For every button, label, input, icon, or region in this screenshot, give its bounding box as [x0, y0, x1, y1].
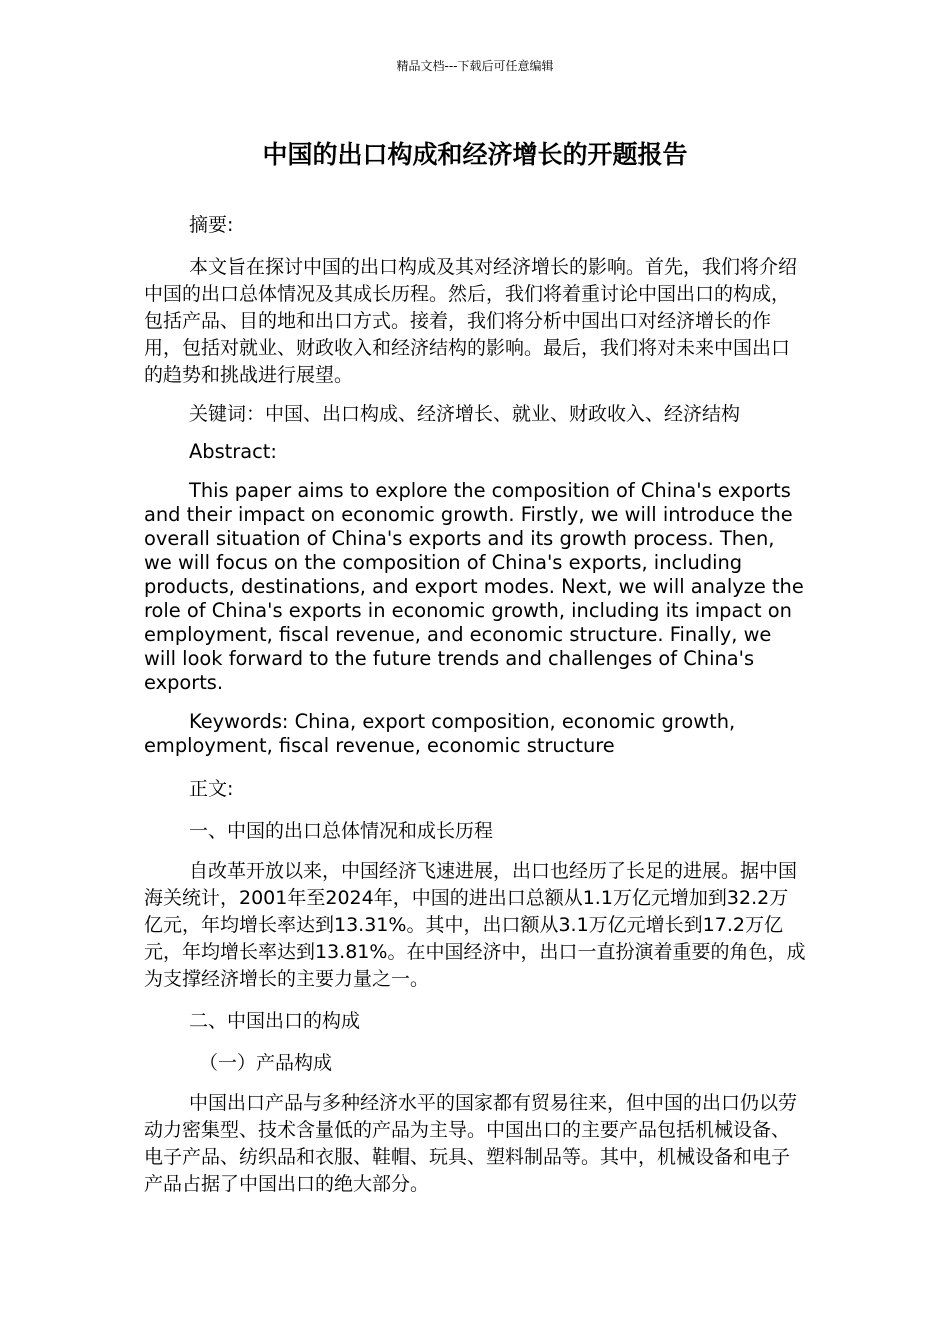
section1-paragraph: 自改革开放以来，中国经济飞速进展，出口也经历了长足的进展。据中国海关统计，2001年至2024年，中国的进出口总额从1.1万亿元增加到32.2万亿元，年均增长率达到13.31%。其中，出口额从3.1万亿元增长到17.2万亿元，年均增长率达到13.81%。在中国经济中，出口一直扮演着重要的角色，成为支撑经济增长的主要力量之一。 [144, 860, 806, 990]
page-header-note: 精品文档---下载后可任意编辑 [396, 59, 554, 73]
abstract-en-paragraph: This paper aims to explore the composition of China's exports and their impact on economic growth. Firstly, we will introduce the overall situation of China's exports and its growth process. Then, we will focus on the composition of China's exports, including products, destinations, and export modes. Next, we will analyze the role of China's exports in economic growth, including its impact on employment, fiscal revenue, and economic structure. Finally, we will look forward to the future trends and challenges of China's exports. [144, 479, 804, 694]
section2-subheading-products: （一）产品构成 [199, 1052, 333, 1074]
abstract-en-label: Abstract: [189, 440, 277, 463]
body-label: 正文: [189, 778, 234, 800]
document-title: 中国的出口构成和经济增长的开题报告 [262, 140, 688, 169]
section2-heading: 二、中国出口的构成 [189, 1010, 361, 1032]
keywords-en: Keywords: China, export composition, economic growth, employment, fiscal revenue, economic structure [144, 710, 736, 757]
keywords-cn: 关键词：中国、出口构成、经济增长、就业、财政收入、经济结构 [189, 403, 741, 425]
document-body [144, 212, 806, 1198]
section1-heading: 一、中国的出口总体情况和成长历程 [189, 820, 494, 842]
section2-products-paragraph: 中国出口产品与多种经济水平的国家都有贸易往来，但中国的出口仍以劳动力密集型、技术含量低的产品为主导。中国出口的主要产品包括机械设备、电子产品、纺织品和衣服、鞋帽、玩具、塑料制品等。其中，机械设备和电子产品占据了中国出口的绝大部分。 [144, 1092, 798, 1195]
abstract-label: 摘要: [189, 214, 234, 236]
abstract-cn-paragraph: 本文旨在探讨中国的出口构成及其对经济增长的影响。首先，我们将介绍中国的出口总体情况及其成长历程。然后，我们将着重讨论中国出口的构成，包括产品、目的地和出口方式。接着，我们将分析中国出口对经济增长的作用，包括对就业、财政收入和经济结构的影响。最后，我们将对未来中国出口的趋势和挑战进行展望。 [144, 256, 798, 386]
